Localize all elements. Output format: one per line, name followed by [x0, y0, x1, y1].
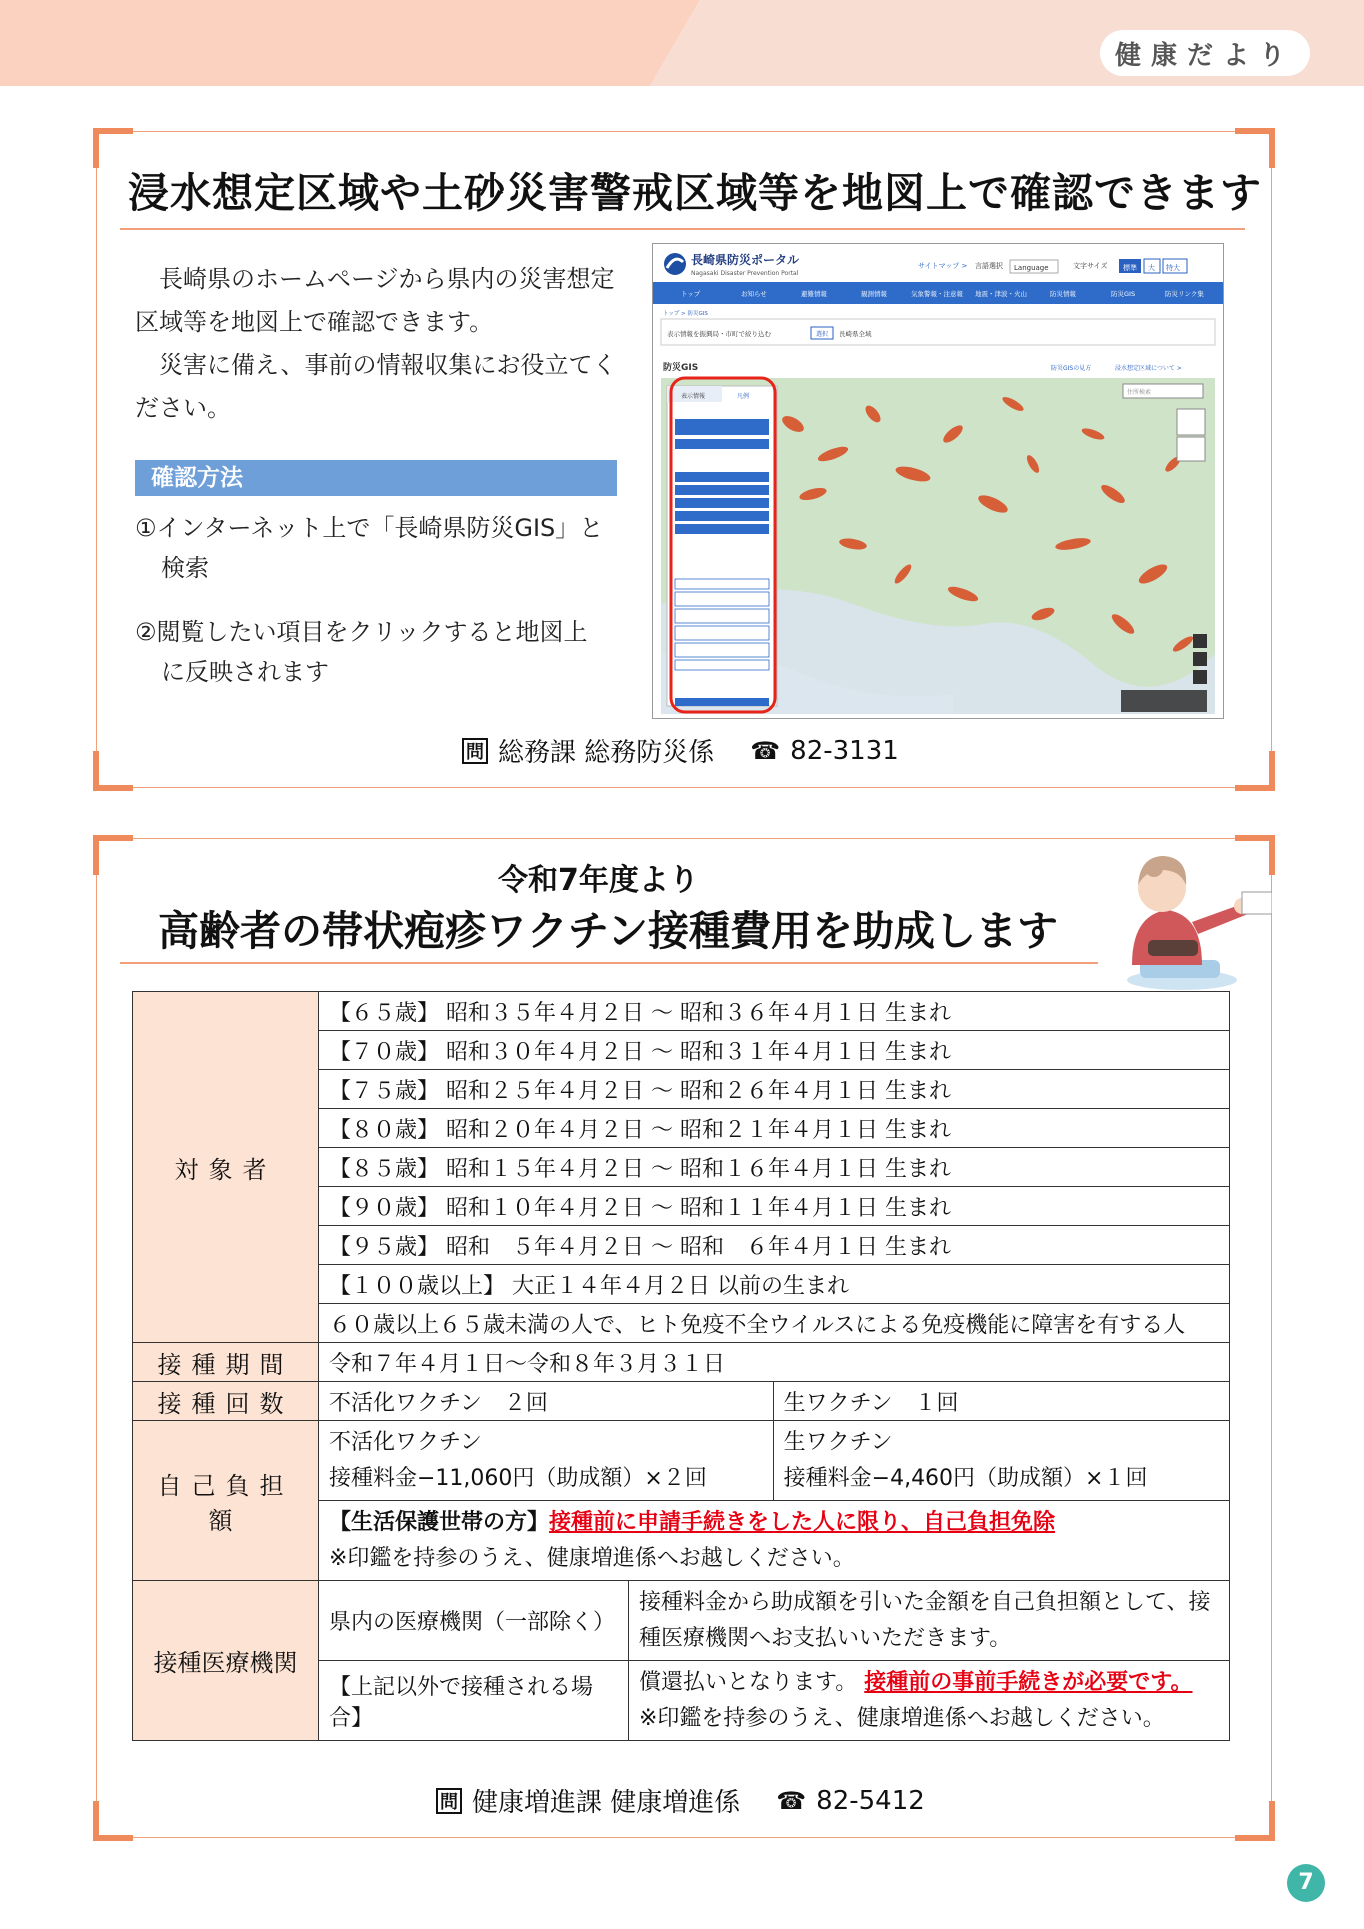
clinic-out-sub: ※印鑑を持参のうえ、健康増進係へお越しください。: [639, 1705, 1165, 1731]
clinic-in-desc-2: 種医療機関へお支払いいただきます。: [639, 1625, 1012, 1651]
clinic-out: 【上記以外で接種される場合】: [319, 1661, 629, 1741]
gis-title: 防災GIS: [663, 363, 699, 373]
section1-contact-tel: 82-3131: [790, 735, 899, 766]
phone-icon: ☎: [776, 1786, 807, 1815]
clinic-header: 接種医療機関: [133, 1581, 319, 1741]
section1-body: [135, 258, 625, 430]
count-header: 接種回数: [133, 1382, 319, 1421]
target-row: 【７０歳】 昭和３０年４月２日 〜 昭和３１年４月１日 生まれ: [319, 1031, 1230, 1070]
nav-item: お知らせ: [741, 290, 767, 298]
fontsize-label: 文字サイズ: [1073, 262, 1108, 270]
filter-button: 選択: [816, 331, 829, 338]
welfare-note: 接種前に申請手続きをした人に限り、自己負担免除: [549, 1509, 1056, 1535]
target-row: 【９０歳】 昭和１０年４月２日 〜 昭和１１年４月１日 生まれ: [319, 1187, 1230, 1226]
count-live: 生ワクチン １回: [773, 1382, 1229, 1421]
step-2-cont: に反映されます: [161, 658, 329, 686]
page-number: 7: [1287, 1864, 1325, 1902]
cost-live-value: 接種料金−4,460円（助成額）×１回: [783, 1465, 1148, 1491]
fontsize-xlarge: 特大: [1166, 264, 1180, 272]
nav-item: 防災リンク集: [1165, 290, 1204, 298]
cost-inactivated-name: 不活化ワクチン: [329, 1429, 482, 1455]
cost-header: 自己負担額: [133, 1421, 319, 1581]
gis-screenshot: [652, 243, 1224, 719]
section2-contact-tel: 82-5412: [816, 1785, 925, 1816]
section1-title: 浸水想定区域や土砂災害警戒区域等を地図上で確認できます: [128, 169, 1262, 217]
section1-title-rule: [120, 228, 1245, 230]
target-row: 【８０歳】 昭和２０年４月２日 〜 昭和２１年４月１日 生まれ: [319, 1109, 1230, 1148]
lang-label: 言語選択: [975, 262, 1003, 270]
period-header: 接種期間: [133, 1343, 319, 1382]
nav-item: 地震・津波・火山: [975, 290, 1027, 298]
clinic-in: 県内の医療機関（一部除く）: [319, 1581, 629, 1661]
inquiry-mark-icon: 問: [436, 1788, 462, 1814]
section1-contact: [462, 732, 899, 769]
count-inactivated: 不活化ワクチン ２回: [319, 1382, 774, 1421]
map-search-input: 住所検索: [1127, 389, 1152, 396]
nav-item: 避難情報: [801, 290, 827, 298]
newsletter-tag: 健康だより: [1100, 30, 1310, 76]
clinic-out-desc: [629, 1661, 1230, 1741]
cost-inactivated-value: 接種料金−11,060円（助成額）×２回: [329, 1465, 707, 1491]
nav-item: 防災GIS: [1111, 290, 1136, 298]
section2-title-rule: [120, 962, 1098, 964]
period-value: 令和７年４月１日〜令和８年３月３１日: [319, 1343, 1230, 1382]
section2-contact-dept: 健康増進課 健康増進係: [472, 1788, 741, 1818]
target-row: 【１００歳以上】 大正１４年４月２日 以前の生まれ: [319, 1265, 1230, 1304]
section2-subtitle: 令和7年度より: [498, 863, 699, 898]
clinic-out-red: 接種前の事前手続きが必要です。: [864, 1669, 1193, 1695]
target-row: 【６５歳】 昭和３５年４月２日 〜 昭和３６年４月１日 生まれ: [319, 992, 1230, 1031]
nav-item: トップ: [681, 290, 701, 298]
clinic-in-desc: [629, 1581, 1230, 1661]
vaccination-illustration: [1092, 840, 1272, 990]
nav-item: 観測情報: [861, 290, 887, 298]
panel-tab-display: 表示情報: [681, 393, 706, 400]
filter-label: 表示情報を振興局・市町で絞り込む: [667, 330, 771, 338]
lang-select: Language: [1014, 264, 1049, 272]
inquiry-mark-icon: 問: [462, 738, 488, 764]
body-paragraph-2: 災害に備え、事前の情報収集にお役立てください。: [135, 351, 617, 422]
step-2: [135, 612, 625, 692]
sitemap-link: サイトマップ >: [918, 262, 968, 270]
fontsize-large: 大: [1148, 264, 1155, 272]
target-header: 対象者: [133, 992, 319, 1343]
gis-link-2: 浸水想定区域について >: [1115, 365, 1182, 372]
welfare-label: 【生活保護世帯の方】: [329, 1509, 550, 1535]
howto-label: 確認方法: [135, 460, 617, 496]
section1-contact-dept: 総務課 総務防災係: [498, 738, 715, 768]
page-header: [0, 0, 1364, 86]
cost-inactivated-cell: [319, 1421, 774, 1501]
step-1-cont: 検索: [161, 554, 209, 582]
cost-live-name: 生ワクチン: [783, 1429, 893, 1455]
breadcrumb: トップ > 防災GIS: [663, 311, 708, 317]
body-paragraph-1: 長崎県のホームページから県内の災害想定区域等を地図上で確認できます。: [135, 265, 615, 336]
target-row: ６０歳以上６５歳未満の人で、ヒト免疫不全ウイルスによる免疫機能に障害を有する人: [319, 1304, 1230, 1343]
target-row: 【７５歳】 昭和２５年４月２日 〜 昭和２６年４月１日 生まれ: [319, 1070, 1230, 1109]
nav-item: 防災情報: [1050, 290, 1076, 298]
vaccination-table: [132, 991, 1230, 1741]
cost-live-cell: [773, 1421, 1229, 1501]
clinic-in-desc-1: 接種料金から助成額を引いた金額を自己負担額として、接: [639, 1589, 1211, 1615]
portal-sub: Nagasaki Disaster Prevention Portal: [691, 270, 799, 277]
gis-link-1: 防災GISの見方: [1051, 365, 1092, 372]
section2-contact: [436, 1782, 925, 1819]
clinic-out-text: 償還払いとなります。: [639, 1669, 858, 1695]
section2-title: 高齢者の帯状疱疹ワクチン接種費用を助成します: [158, 907, 1058, 955]
portal-name: 長崎県防災ポータル: [691, 253, 800, 267]
target-row: 【９５歳】 昭和 ５年４月２日 〜 昭和 ６年４月１日 生まれ: [319, 1226, 1230, 1265]
nav-item: 気象警報・注意報: [911, 290, 963, 298]
welfare-sub: ※印鑑を持参のうえ、健康増進係へお越しください。: [329, 1545, 855, 1571]
filter-value: 長崎県全域: [839, 330, 872, 338]
phone-icon: ☎: [750, 736, 781, 765]
step-1: [135, 508, 625, 588]
fontsize-std: 標準: [1123, 264, 1137, 272]
panel-tab-legend: 凡例: [737, 393, 750, 400]
step-2-text: ②閲覧したい項目をクリックすると地図上: [135, 618, 588, 646]
welfare-cell: [319, 1501, 1230, 1581]
target-row: 【８５歳】 昭和１５年４月２日 〜 昭和１６年４月１日 生まれ: [319, 1148, 1230, 1187]
step-1-text: ①インターネット上で「長崎県防災GIS」と: [135, 514, 604, 542]
